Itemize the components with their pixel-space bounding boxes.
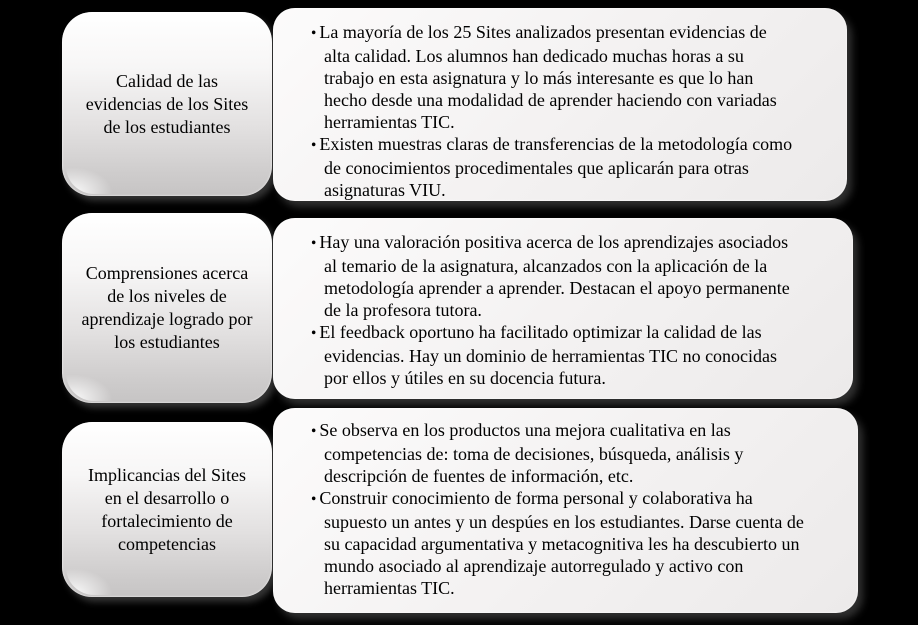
bullet-item: • Construir conocimiento de forma personal y colaborativa ha supuesto un antes y un despúes en los estudiantes. Darse cuenta de su capacidad argumentativa y metacognitiva les ha descubierto un mundo asociado al aprendizaje autorregulado y activo con herramientas TIC. xyxy=(311,487,806,599)
bullet-list xyxy=(311,419,806,599)
category-box-comprensiones xyxy=(62,213,272,403)
bullet-item: • Existen muestras claras de transferencias de la metodología como de conocimientos procedimentales que aplicarán para otras asignaturas VIU. xyxy=(311,133,795,201)
detail-box-calidad xyxy=(273,8,847,201)
category-box-implicancias xyxy=(62,422,272,597)
bullet-list xyxy=(311,21,795,201)
bullet-item: • Hay una valoración positiva acerca de los aprendizajes asociados al temario de la asignatura, alcanzados con la aplicación de la metodología aprender a aprender. Destacan el apoyo permanente de la profesora tutora. xyxy=(311,231,797,321)
bullet-list xyxy=(311,231,797,389)
bullet-item: • Se observa en los productos una mejora cualitativa en las competencias de: toma de decisiones, búsqueda, análisis y descripción de fuentes de información, etc. xyxy=(311,419,806,487)
category-label: Implicancias del Sites en el desarrollo o fortalecimiento de competencias xyxy=(88,464,246,554)
category-label: Comprensiones acerca de los niveles de aprendizaje logrado por los estudiantes xyxy=(81,263,253,352)
bullet-item: • La mayoría de los 25 Sites analizados presentan evidencias de alta calidad. Los alumnos han dedicado muchas horas a su trabajo en esta asignatura y lo más interesante es que lo han hecho desde una modalidad de aprender haciendo con variadas herramientas TIC. xyxy=(311,21,795,133)
detail-box-comprensiones xyxy=(273,218,853,399)
bullet-item: • El feedback oportuno ha facilitado optimizar la calidad de las evidencias. Hay un dominio de herramientas TIC no conocidas por ellos y útiles en su docencia futura. xyxy=(311,321,797,389)
detail-box-implicancias xyxy=(273,408,858,613)
category-box-calidad xyxy=(62,12,272,196)
category-label: Calidad de las evidencias de los Sites de los estudiantes xyxy=(85,70,249,137)
